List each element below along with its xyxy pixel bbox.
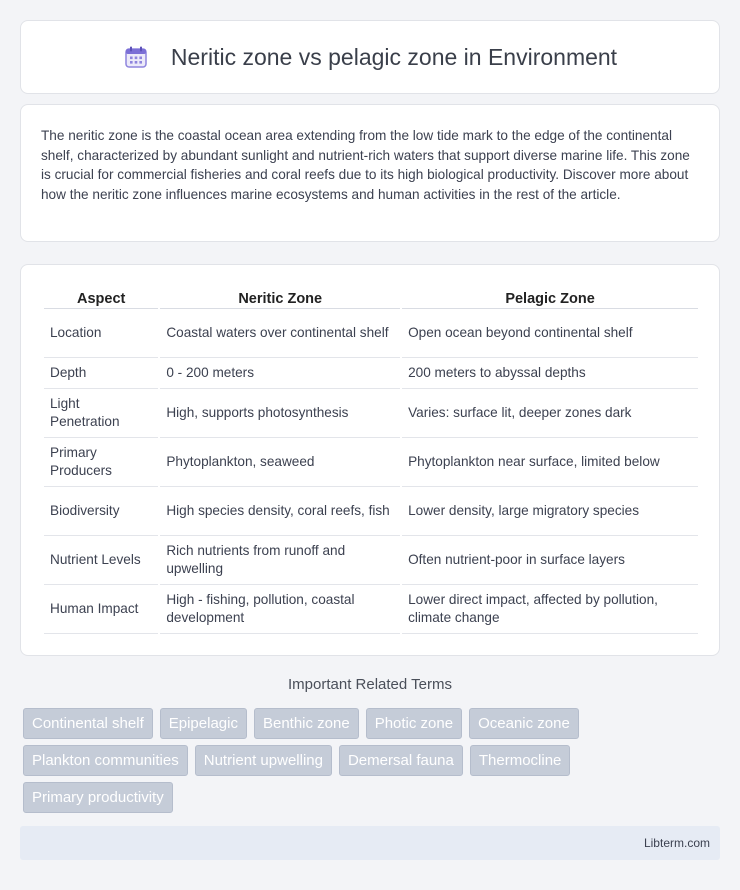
cell-pelagic: Open ocean beyond continental shelf bbox=[402, 309, 698, 358]
tag-epipelagic[interactable]: Epipelagic bbox=[160, 708, 247, 739]
table-row bbox=[44, 536, 698, 585]
intro-paragraph: The neritic zone is the coastal ocean area extending from the low tide mark to the edge of the continental shelf, characterized by abundant sunlight and nutrient-rich waters that support diverse marine life. This zone is crucial for commercial fisheries and coral reefs due to its high biological productivity. Discover more about how the neritic zone influences marine ecosystems and human activities in the rest of the article. bbox=[41, 128, 690, 202]
cell-neritic: Rich nutrients from runoff and upwelling bbox=[160, 536, 400, 585]
comparison-table-card bbox=[20, 264, 720, 656]
cell-neritic: High species density, coral reefs, fish bbox=[160, 487, 400, 536]
title-card bbox=[20, 20, 720, 94]
table-row bbox=[44, 487, 698, 536]
cell-pelagic: Varies: surface lit, deeper zones dark bbox=[402, 389, 698, 438]
tag-primary-productivity[interactable]: Primary productivity bbox=[23, 782, 173, 813]
tag-nutrient-upwelling[interactable]: Nutrient upwelling bbox=[195, 745, 332, 776]
comparison-table bbox=[42, 285, 700, 634]
tag-continental-shelf[interactable]: Continental shelf bbox=[23, 708, 153, 739]
cell-pelagic: Lower density, large migratory species bbox=[402, 487, 698, 536]
cell-aspect: Primary Producers bbox=[44, 438, 158, 487]
tag-demersal-fauna[interactable]: Demersal fauna bbox=[339, 745, 463, 776]
cell-aspect: Location bbox=[44, 309, 158, 358]
table-header-row bbox=[44, 285, 698, 309]
cell-neritic: Phytoplankton, seaweed bbox=[160, 438, 400, 487]
page-title: Neritic zone vs pelagic zone in Environment bbox=[170, 43, 618, 70]
cell-aspect: Light Penetration bbox=[44, 389, 158, 438]
tag-photic-zone[interactable]: Photic zone bbox=[366, 708, 462, 739]
tag-plankton-communities[interactable]: Plankton communities bbox=[23, 745, 188, 776]
table-row bbox=[44, 585, 698, 634]
cell-pelagic: Often nutrient-poor in surface layers bbox=[402, 536, 698, 585]
cell-pelagic: Lower direct impact, affected by pollution, climate change bbox=[402, 585, 698, 634]
column-header-aspect: Aspect bbox=[44, 285, 158, 309]
tag-benthic-zone[interactable]: Benthic zone bbox=[254, 708, 359, 739]
table-row bbox=[44, 309, 698, 358]
calendar-icon bbox=[123, 44, 149, 70]
related-terms-list bbox=[23, 708, 723, 819]
cell-aspect: Depth bbox=[44, 358, 158, 389]
cell-pelagic: 200 meters to abyssal depths bbox=[402, 358, 698, 389]
tag-thermocline[interactable]: Thermocline bbox=[470, 745, 571, 776]
intro-card bbox=[20, 104, 720, 242]
related-terms-heading: Important Related Terms bbox=[288, 676, 452, 693]
cell-aspect: Biodiversity bbox=[44, 487, 158, 536]
cell-neritic: Coastal waters over continental shelf bbox=[160, 309, 400, 358]
column-header-pelagic: Pelagic Zone bbox=[402, 285, 698, 309]
cell-aspect: Human Impact bbox=[44, 585, 158, 634]
footer-site-link[interactable]: Libterm.com bbox=[643, 836, 710, 850]
cell-neritic: 0 - 200 meters bbox=[160, 358, 400, 389]
cell-neritic: High, supports photosynthesis bbox=[160, 389, 400, 438]
table-row bbox=[44, 358, 698, 389]
cell-aspect: Nutrient Levels bbox=[44, 536, 158, 585]
column-header-neritic: Neritic Zone bbox=[160, 285, 400, 309]
cell-pelagic: Phytoplankton near surface, limited below bbox=[402, 438, 698, 487]
table-row bbox=[44, 389, 698, 438]
table-row bbox=[44, 438, 698, 487]
cell-neritic: High - fishing, pollution, coastal development bbox=[160, 585, 400, 634]
footer bbox=[20, 826, 720, 860]
tag-oceanic-zone[interactable]: Oceanic zone bbox=[469, 708, 579, 739]
